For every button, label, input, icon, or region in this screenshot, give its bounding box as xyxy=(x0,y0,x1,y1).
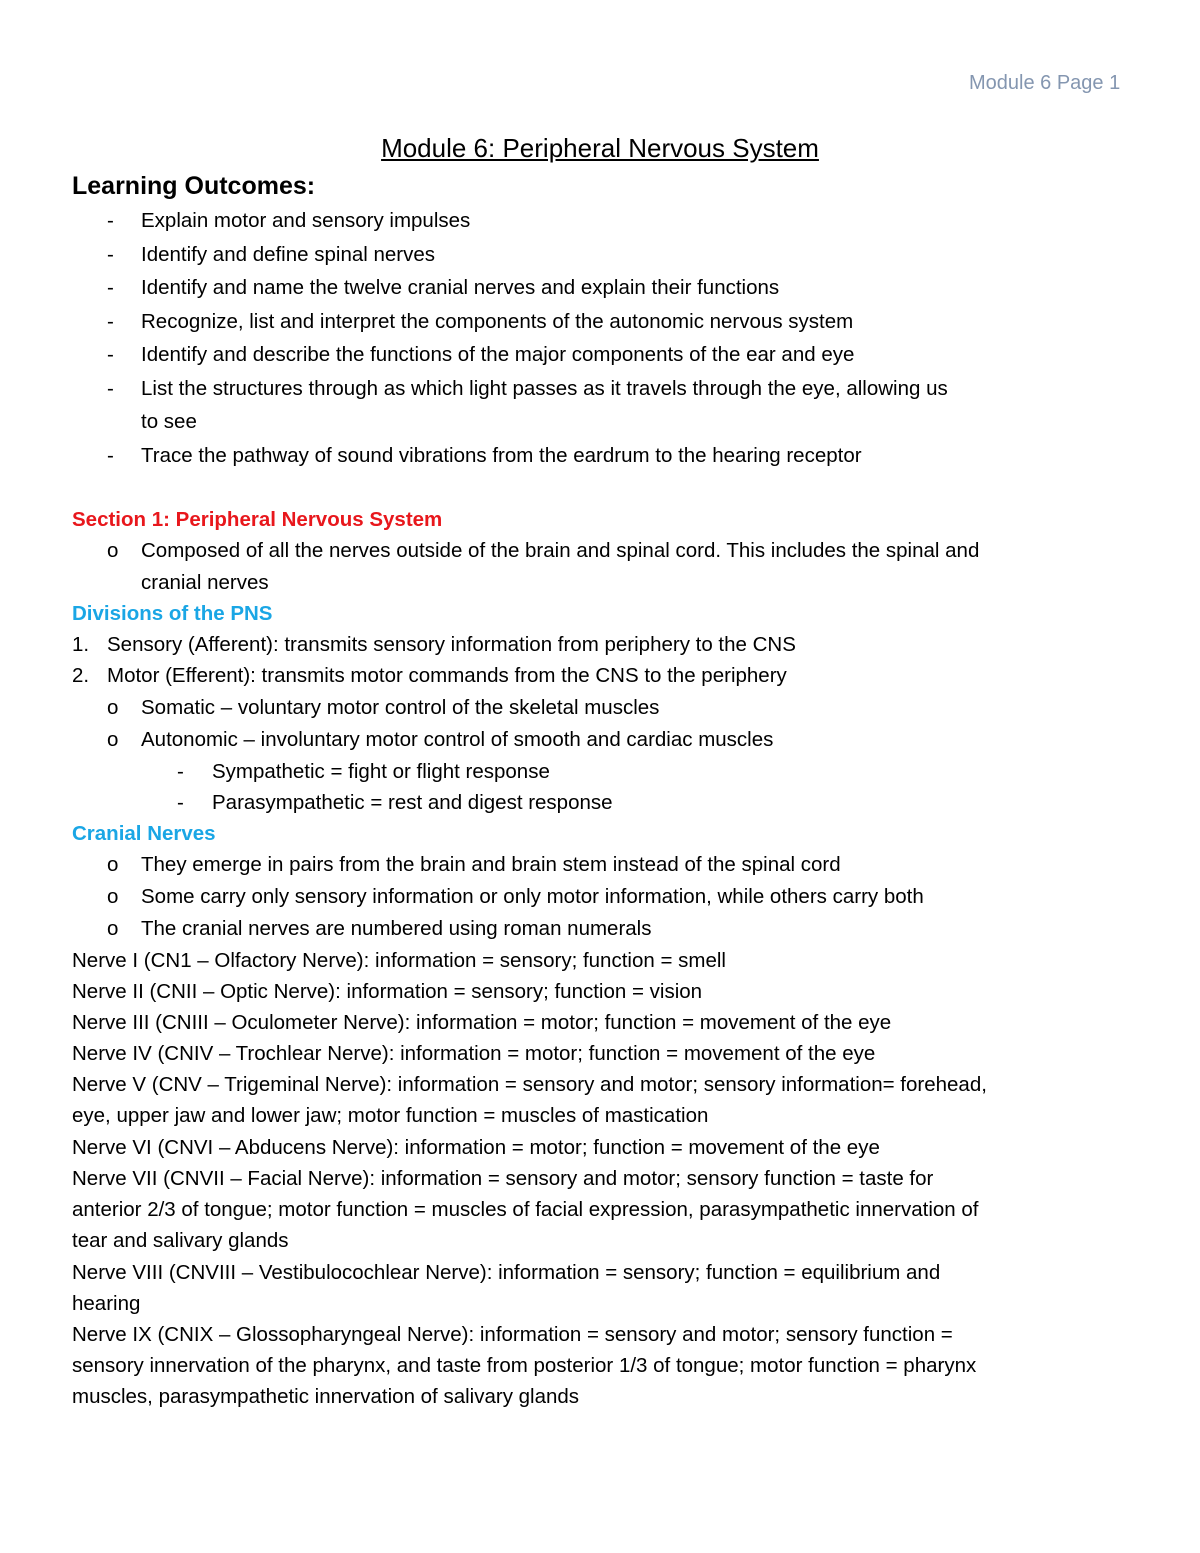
outcome-item: Identify and define spinal nerves xyxy=(141,243,436,266)
circle-bullet: o xyxy=(107,885,119,908)
dash-marker: - xyxy=(107,444,114,467)
nerve-line: Nerve VI (CNVI – Abducens Nerve): information = motor; function = movement of the eye xyxy=(72,1136,880,1159)
outcome-item-continued: to see xyxy=(141,410,197,433)
outcome-item: Identify and describe the functions of the major components of the ear and eye xyxy=(141,343,855,366)
division-item: Sensory (Afferent): transmits sensory information from periphery to the CNS xyxy=(107,633,796,656)
dash-marker: - xyxy=(177,791,184,814)
nerve-line: anterior 2/3 of tongue; motor function = muscles of facial expression, parasympathetic innervation of xyxy=(72,1198,979,1221)
section-1-text: Composed of all the nerves outside of the brain and spinal cord. This includes the spinal and xyxy=(141,539,980,562)
nerve-line: Nerve IX (CNIX – Glossopharyngeal Nerve): information = sensory and motor; sensory function = xyxy=(72,1323,953,1346)
cranial-bullet: They emerge in pairs from the brain and brain stem instead of the spinal cord xyxy=(141,853,841,876)
nerve-line: muscles, parasympathetic innervation of salivary glands xyxy=(72,1385,580,1408)
list-number: 2. xyxy=(72,664,90,687)
list-number: 1. xyxy=(72,633,90,656)
dash-marker: - xyxy=(107,343,114,366)
outcome-item: Identify and name the twelve cranial nerves and explain their functions xyxy=(141,276,780,299)
outcome-item: Trace the pathway of sound vibrations from the eardrum to the hearing receptor xyxy=(141,444,862,467)
nerve-line: hearing xyxy=(72,1292,141,1315)
divisions-heading: Divisions of the PNS xyxy=(72,602,273,625)
document-title: Module 6: Peripheral Nervous System xyxy=(381,133,819,163)
section-1-text-continued: cranial nerves xyxy=(141,571,269,594)
cranial-bullet: The cranial nerves are numbered using roman numerals xyxy=(141,917,652,940)
circle-bullet: o xyxy=(107,917,119,940)
division-subitem: Autonomic – involuntary motor control of smooth and cardiac muscles xyxy=(141,728,774,751)
nerve-line: tear and salivary glands xyxy=(72,1229,289,1252)
circle-bullet: o xyxy=(107,539,119,562)
nerve-line: Nerve VII (CNVII – Facial Nerve): information = sensory and motor; sensory function = taste for xyxy=(72,1167,934,1190)
nerve-line: Nerve VIII (CNVIII – Vestibulocochlear Nerve): information = sensory; function = equilibrium and xyxy=(72,1261,941,1284)
learning-outcomes-heading: Learning Outcomes: xyxy=(72,172,316,200)
outcome-item: Explain motor and sensory impulses xyxy=(141,209,471,232)
outcome-item: Recognize, list and interpret the components of the autonomic nervous system xyxy=(141,310,854,333)
nerve-line: Nerve II (CNII – Optic Nerve): information = sensory; function = vision xyxy=(72,980,703,1003)
nerve-line: sensory innervation of the pharynx, and taste from posterior 1/3 of tongue; motor function = pharynx xyxy=(72,1354,977,1377)
nerve-line: eye, upper jaw and lower jaw; motor function = muscles of mastication xyxy=(72,1104,709,1127)
cranial-nerves-heading: Cranial Nerves xyxy=(72,822,216,845)
dash-marker: - xyxy=(107,276,114,299)
nerve-line: Nerve III (CNIII – Oculometer Nerve): information = motor; function = movement of the eye xyxy=(72,1011,892,1034)
dash-marker: - xyxy=(107,209,114,232)
dash-marker: - xyxy=(177,760,184,783)
nerve-line: Nerve IV (CNIV – Trochlear Nerve): information = motor; function = movement of the eye xyxy=(72,1042,876,1065)
dash-marker: - xyxy=(107,243,114,266)
circle-bullet: o xyxy=(107,696,119,719)
dash-marker: - xyxy=(107,377,114,400)
circle-bullet: o xyxy=(107,728,119,751)
section-1-heading: Section 1: Peripheral Nervous System xyxy=(72,508,443,531)
division-subitem: Somatic – voluntary motor control of the skeletal muscles xyxy=(141,696,660,719)
nerve-line: Nerve V (CNV – Trigeminal Nerve): information = sensory and motor; sensory information= forehead, xyxy=(72,1073,987,1096)
division-subsubitem: Parasympathetic = rest and digest response xyxy=(212,791,613,814)
circle-bullet: o xyxy=(107,853,119,876)
page-header: Module 6 Page 1 xyxy=(969,72,1121,94)
dash-marker: - xyxy=(107,310,114,333)
cranial-bullet: Some carry only sensory information or only motor information, while others carry both xyxy=(141,885,924,908)
division-subsubitem: Sympathetic = fight or flight response xyxy=(212,760,550,783)
division-item: Motor (Efferent): transmits motor commands from the CNS to the periphery xyxy=(107,664,787,687)
nerve-line: Nerve I (CN1 – Olfactory Nerve): information = sensory; function = smell xyxy=(72,949,726,972)
outcome-item: List the structures through as which light passes as it travels through the eye, allowing us xyxy=(141,377,948,400)
